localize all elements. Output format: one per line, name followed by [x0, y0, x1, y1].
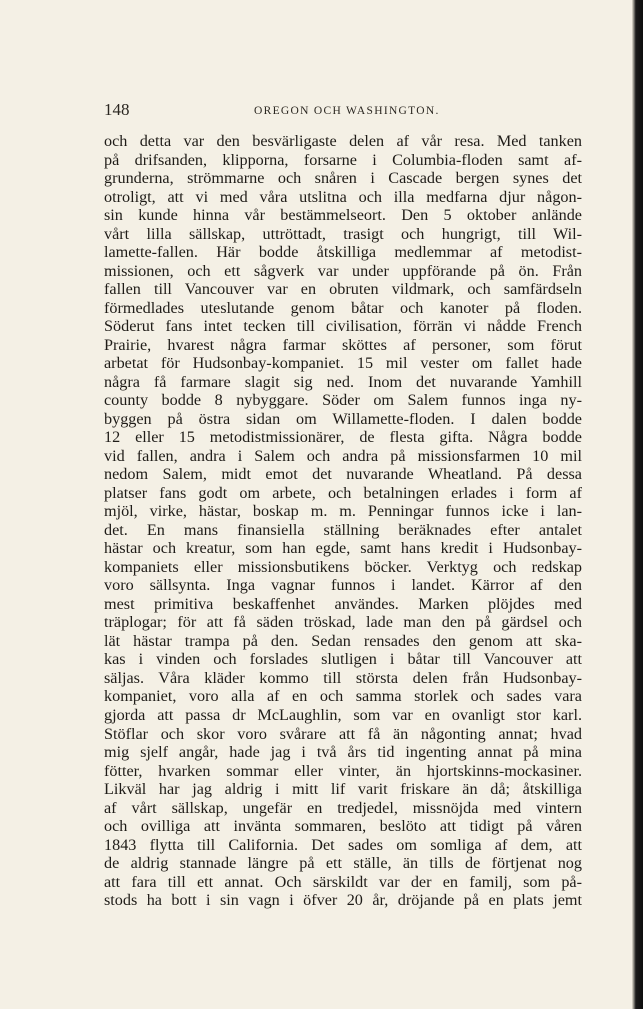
text-line: Söderut fans intet tecken till civilisation, förrän vi nådde French [104, 317, 582, 336]
text-line: och detta var den besvärligaste delen af vår resa. Med tanken [104, 132, 582, 150]
text-line: fötter, hvarken sommar eller vinter, än hjortskinns-mockasiner. [104, 761, 582, 780]
text-line: på drifsanden, klipporna, forsarne i Columbia-floden samt af- [104, 150, 582, 169]
text-line: kas i vinden och forslades slutligen i båtar till Vancouver att [104, 650, 582, 669]
page-number: 148 [104, 100, 130, 119]
text-line: byggen på östra sidan om Willamette-floden. I dalen bodde [104, 409, 582, 428]
text-line: missionen, och ett sågverk var under uppförande på ön. Från [104, 261, 582, 280]
page-header [104, 98, 582, 122]
text-line: lamette-fallen. Här bodde åtskilliga medlemmar af metodist- [104, 243, 582, 262]
text-line: mjöl, virke, hästar, boskap m. m. Penningar funnos icke i lan- [104, 502, 582, 521]
text-line: lät hästar trampa på den. Sedan rensades den genom att ska- [104, 631, 582, 650]
text-line: fallen till Vancouver var en obruten vildmark, och samfärdseln [104, 280, 582, 299]
book-spine-shadow [632, 0, 643, 1009]
text-line: och ovilliga att invänta sommaren, beslöto att tidigt på våren [104, 817, 582, 836]
text-line: platser fans godt om arbete, och betalningen erlades i form af [104, 483, 582, 502]
text-line: 12 eller 15 metodistmissionärer, de flesta gifta. Några bodde [104, 428, 582, 447]
text-line: Likväl har jag aldrig i mitt lif varit friskare än då; åtskilliga [104, 780, 582, 799]
body-text [104, 132, 582, 910]
text-line: hästar och kreatur, som han egde, samt hans kredit i Hudsonbay- [104, 539, 582, 558]
text-line: det. En mans finansiella ställning beräknades efter antalet [104, 520, 582, 539]
text-line: stods ha bott i sin vagn i öfver 20 år, dröjande på en plats jemt [104, 891, 582, 910]
text-line: mig sjelf angår, hade jag i två års tid ingenting annat på mina [104, 743, 582, 762]
text-line: otroligt, att vi med våra utslitna och illa medfarna djur någon- [104, 187, 582, 206]
text-line: arbetat för Hudsonbay-kompaniet. 15 mil vester om fallet hade [104, 354, 582, 373]
text-line: grunderna, strömmarne och snåren i Cascade bergen synes det [104, 169, 582, 188]
text-line: att fara till ett annat. Och särskildt var der en familj, som på- [104, 872, 582, 891]
text-line: 1843 flytta till California. Det sades om somliga af dem, att [104, 835, 582, 854]
text-line: vårt lilla sällskap, uttröttadt, trasigt och hungrigt, till Wil- [104, 224, 582, 243]
text-line: mest primitiva beskaffenhet användes. Marken plöjdes med [104, 594, 582, 613]
text-line: af vårt sällskap, ungefär en tredjedel, missnöjda med vintern [104, 798, 582, 817]
text-line: träplogar; för att få säden tröskad, lade man den på gärdsel och [104, 613, 582, 632]
text-line: Stöflar och skor voro svårare att få än någonting annat; hvad [104, 724, 582, 743]
running-head: OREGON OCH WASHINGTON. [254, 105, 440, 117]
text-line: förmedlades uteslutande genom båtar och kanoter på floden. [104, 298, 582, 317]
text-line: vid fallen, andra i Salem och andra på missionsfarmen 10 mil [104, 446, 582, 465]
text-line: county bodde 8 nybyggare. Söder om Salem funnos inga ny- [104, 391, 582, 410]
text-line: gjorda att passa dr McLaughlin, som var en ovanligt stor karl. [104, 705, 582, 724]
text-line: säljas. Våra kläder kommo till största delen från Hudsonbay- [104, 668, 582, 687]
text-line: kompaniets eller missionsbutikens böcker. Verktyg och redskap [104, 557, 582, 576]
text-line: de aldrig stannade längre på ett ställe, än tills de förtjenat nog [104, 854, 582, 873]
text-line: voro sällsynta. Inga vagnar funnos i landet. Kärror af den [104, 576, 582, 595]
text-line: sin kunde hinna vår bestämmelseort. Den 5 oktober anlände [104, 206, 582, 225]
text-line: kompaniet, voro alla af en och samma storlek och sades vara [104, 687, 582, 706]
text-line: nedom Salem, midt emot det nuvarande Wheatland. På dessa [104, 465, 582, 484]
text-line: Prairie, hvarest några farmar sköttes af personer, som förut [104, 335, 582, 354]
text-line: några få farmare slagit sig ned. Inom det nuvarande Yamhill [104, 372, 582, 391]
